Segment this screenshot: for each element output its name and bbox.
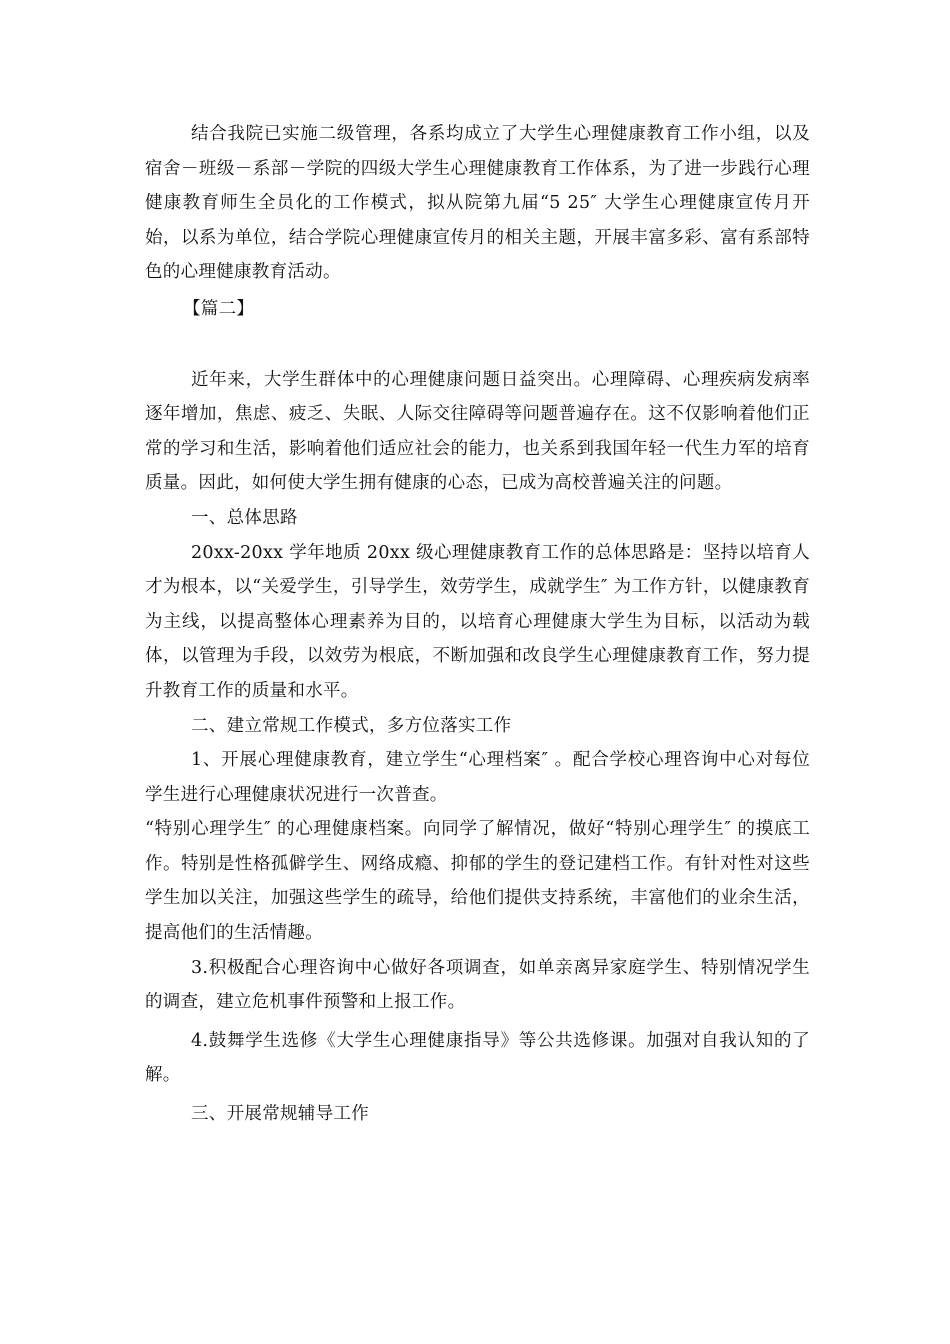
paragraph-item-1: 1、开展心理健康教育，建立学生“心理档案″ 。配合学校心理咨询中心对每位学生进行心理健康状况进行一次普查。 <box>145 750 810 805</box>
heading-routine-work: 二、建立常规工作模式，多方位落实工作 <box>191 715 512 736</box>
paragraph-overall-idea: 20xx-20xx 学年地质 20xx 级心理健康教育工作的总体思路是：坚持以培育人才为根本，以“关爱学生，引导学生，效劳学生，成就学生″ 为工作方针，以健康教育为主线，以提高整体心理素养为目的，以培育心理健康大学生为目标，以活动为载体，以管理为手段，以效劳为根底，不断加强和改良学生心理健康教育工作，努力提升教育工作的质量和水平。 <box>145 542 810 701</box>
paragraph-intro: 结合我院已实施二级管理，各系均成立了大学生心理健康教育工作小组，以及宿舍－班级－系部－学院的四级大学生心理健康教育工作体系，为了进一步践行心理健康教育师生全员化的工作模式，拟从院第九届“5 25″ 大学生心理健康宣传月开始，以系为单位，结合学院心理健康宣传月的相关主题，开展丰富多彩、富有系部特色的心理健康教育活动。 <box>145 124 810 283</box>
section-title-box <box>145 292 810 327</box>
heading-counseling: 三、开展常规辅导工作 <box>191 1104 369 1125</box>
document-page <box>145 117 810 1132</box>
paragraph-background: 近年来，大学生群体中的心理健康问题日益突出。心理障碍、心理疾病发病率逐年增加，焦虑、疲乏、失眠、人际交往障碍等问题普遍存在。这不仅影响着他们正常的学习和生活，影响着他们适应社会的能力，也关系到我国年轻一代生力军的培育质量。因此，如何使大学生拥有健康的心态，已成为高校普遍关注的问题。 <box>145 369 810 494</box>
paragraph-item-3: 3.积极配合心理咨询中心做好各项调查，如单亲离异家庭学生、特别情况学生的调查，建立危机事件预警和上报工作。 <box>145 957 810 1013</box>
paragraph-special-students: “特别心理学生″ 的心理健康档案。向同学了解情况，做好“特别心理学生″ 的摸底工作。特别是性格孤僻学生、网络成瘾、抑郁的学生的登记建档工作。有针对性对这些学生加以关注，加强这些学生的疏导，给他们提供支持系统，丰富他们的业余生活，提高他们的生活情趣。 <box>145 819 810 944</box>
spacer <box>145 327 810 363</box>
paragraph-item-4: 4.鼓舞学生选修《大学生心理健康指导》等公共选修课。加强对自我认知的了解。 <box>145 1030 810 1086</box>
section-title: 【篇二】 <box>183 298 255 319</box>
heading-overall-idea: 一、总体思路 <box>191 507 298 528</box>
